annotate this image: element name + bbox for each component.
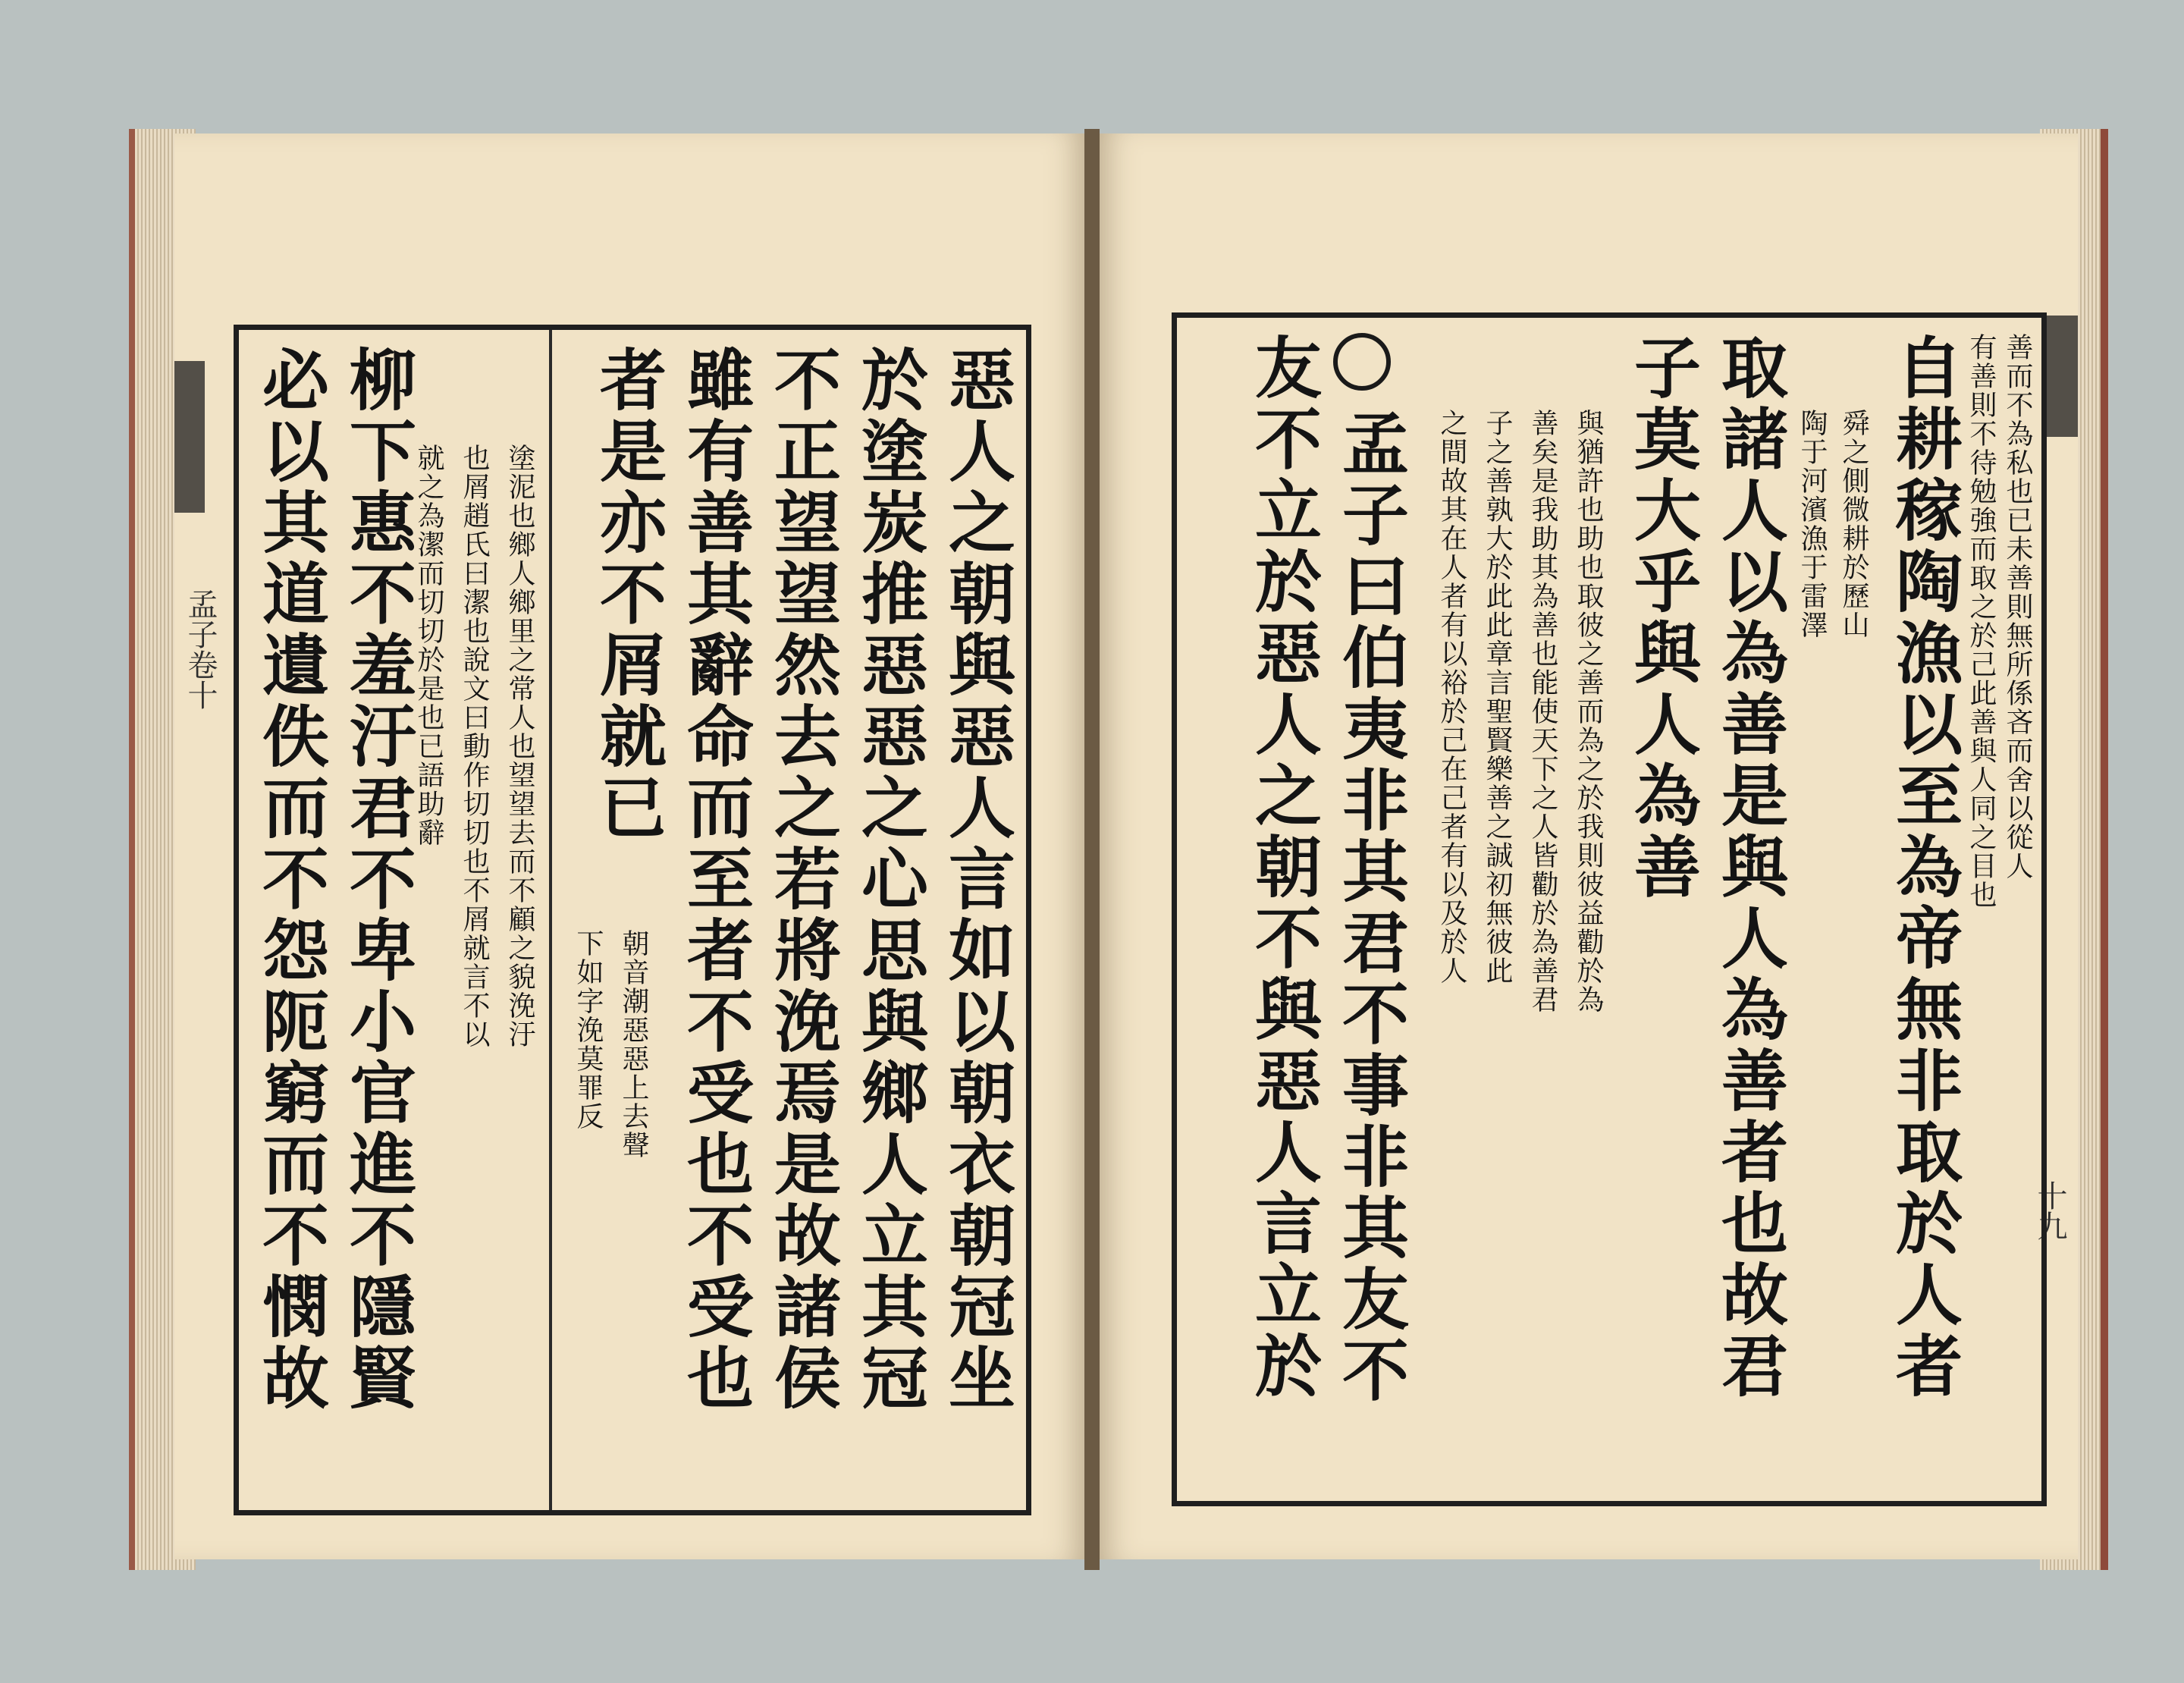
left-note-column-4: 也屑趙氏曰潔也說文曰動作切切也不屑就言不以 <box>459 444 490 1049</box>
right-note-column-4: 陶于河濱漁于雷澤 <box>1796 409 1828 639</box>
right-main-column-3: 子莫大乎與人為善 <box>1624 333 1702 903</box>
left-main-column-1: 惡人之朝與惡人言如以朝衣朝冠坐 <box>938 345 1017 1415</box>
left-main-column-5: 者是亦不屑就已 <box>589 345 668 844</box>
left-margin-ink-smudge <box>174 361 205 513</box>
left-note-column-5: 就之為潔而切切於是也已語助辭 <box>413 444 444 847</box>
left-page <box>174 133 1084 1559</box>
right-note-column-5: 與猶許也助也取彼之善而為之於我則彼益勸於為 <box>1573 409 1604 1014</box>
right-note-column-7: 子之善孰大於此此章言聖賢樂善之誠初無彼此 <box>1482 409 1513 985</box>
left-note-column-1: 朝音潮惡惡上去聲 <box>618 929 649 1160</box>
right-main-column-2: 取諸人以為善是與人為善者也故君 <box>1711 333 1790 1402</box>
paragraph-circle-mark <box>1333 333 1391 391</box>
left-main-column-2: 於塗炭推惡惡之心思與鄉人立其冠 <box>851 345 930 1415</box>
right-margin-ink-smudge <box>2044 316 2078 437</box>
left-main-column-7: 必以其道遺佚而不怨阨窮而不憫故 <box>252 345 331 1415</box>
right-main-column-1: 自耕稼陶漁以至為帝無非取於人者 <box>1885 333 1964 1402</box>
right-margin-label: 十九 <box>2032 1180 2067 1241</box>
left-main-column-4: 雖有善其辭命而至者不受也不受也 <box>676 345 755 1415</box>
right-text-frame <box>1172 312 2047 1506</box>
right-main-column-5: 友不立於惡人之朝不與惡人言立於 <box>1244 333 1323 1402</box>
left-note-column-2: 下如字浼莫罪反 <box>573 929 604 1131</box>
right-note-column-6: 善矣是我助其為善也能使天下之人皆勸於為善君 <box>1527 409 1558 1014</box>
right-note-column-1: 善而不為私也已未善則無所係吝而舍以從人 <box>2002 333 2033 881</box>
left-margin-label: 孟子卷十 <box>183 589 218 710</box>
right-page <box>1100 133 2078 1559</box>
left-main-column-3: 不正望望然去之若將浼焉是故諸侯 <box>764 345 843 1415</box>
left-column-divider <box>549 330 552 1510</box>
right-main-column-4: 孟子曰伯夷非其君不事非其友不 <box>1332 409 1410 1407</box>
left-text-frame <box>234 325 1031 1515</box>
right-note-column-2: 有善則不待勉強而取之於己此善與人同之目也 <box>1966 333 1997 909</box>
open-book <box>114 129 2078 1570</box>
left-note-column-3: 塗泥也鄉人鄉里之常人也望望去而不顧之貌浼汙 <box>504 444 535 1049</box>
left-main-column-6: 柳下惠不羞汙君不卑小官進不隱賢 <box>339 345 418 1415</box>
right-note-column-3: 舜之側微耕於歷山 <box>1838 409 1869 639</box>
right-note-column-8: 之間故其在人者有以裕於己在己者有以及於人 <box>1436 409 1467 985</box>
book-gutter <box>1084 129 1100 1570</box>
